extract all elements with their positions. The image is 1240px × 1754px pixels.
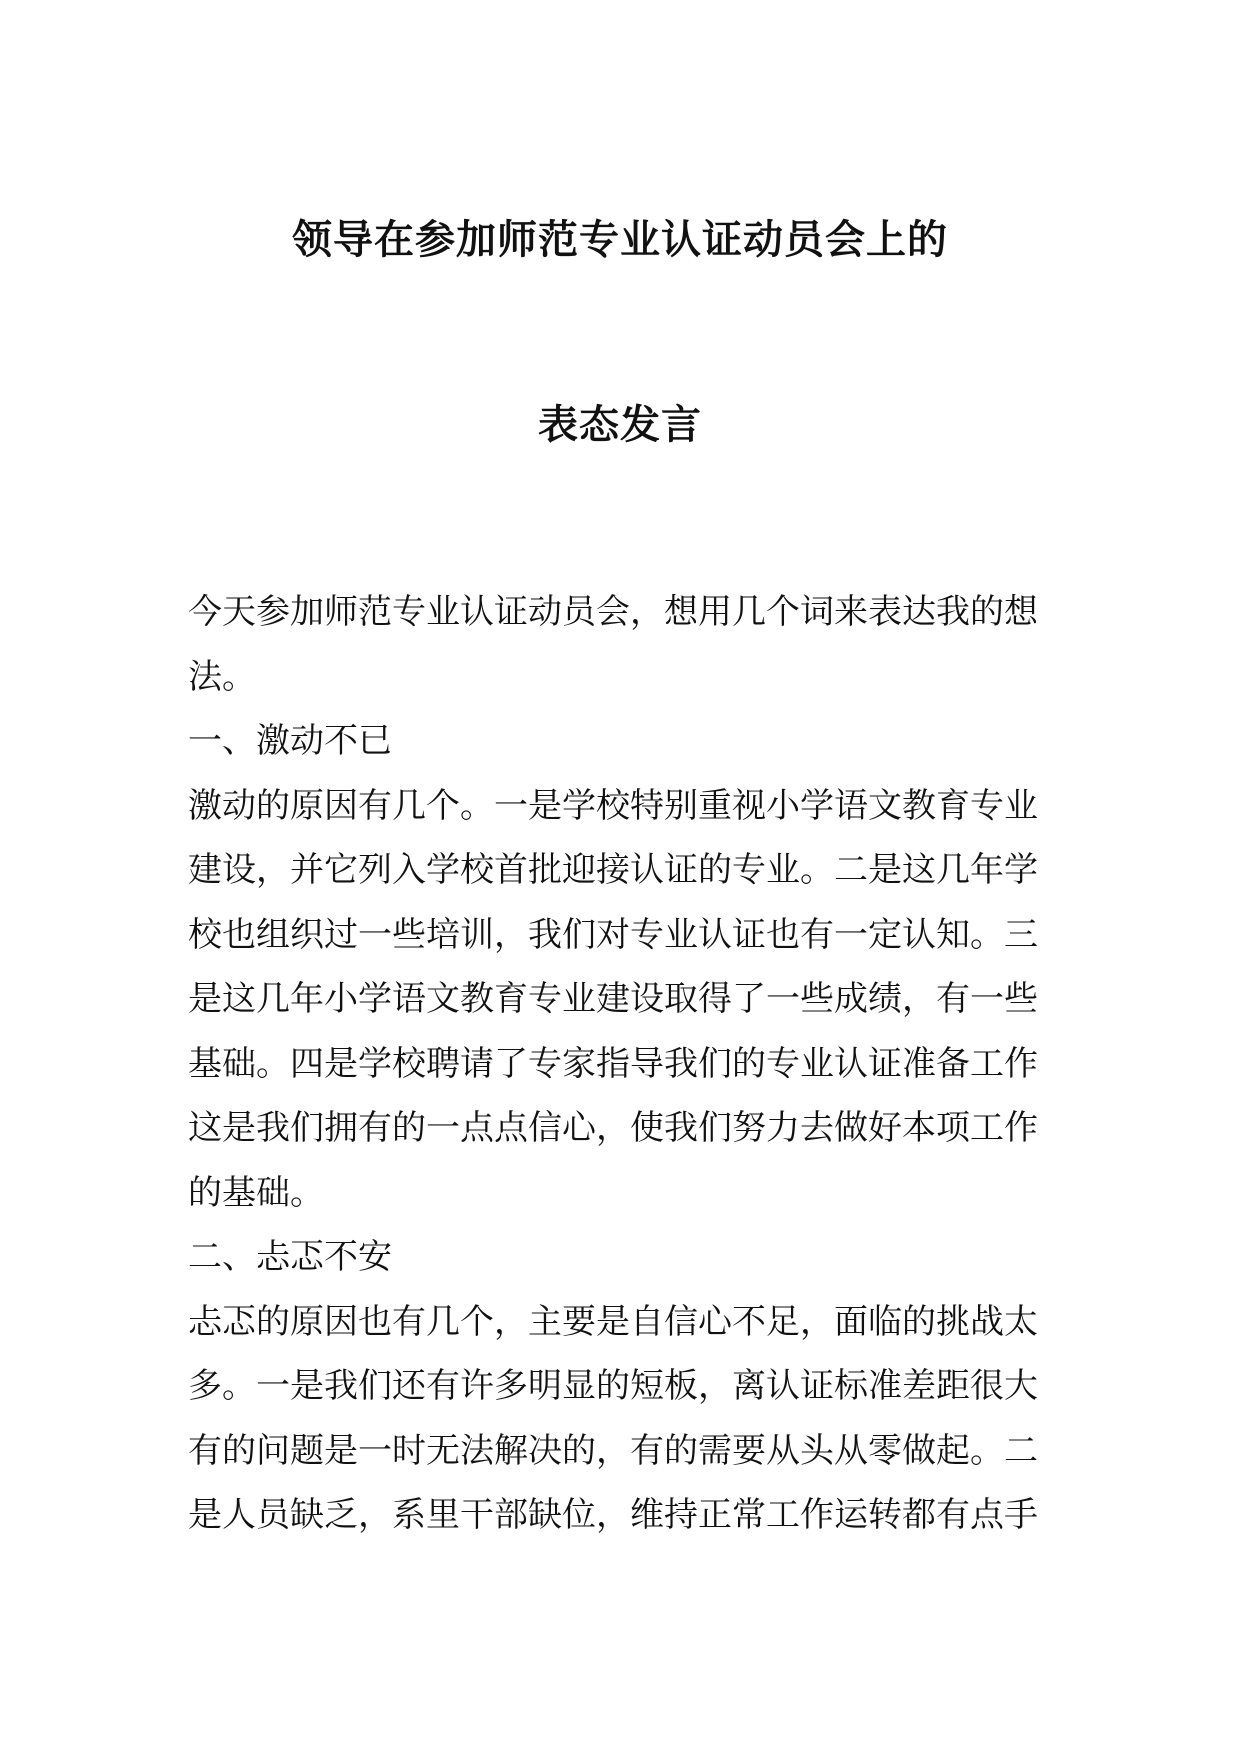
body-line: 法。 xyxy=(188,656,256,697)
body-line: 有的问题是一时无法解决的，有的需要从头从零做起。二 xyxy=(188,1430,1038,1471)
body-line: 的基础。 xyxy=(188,1172,324,1213)
section-heading: 二、忐忑不安 xyxy=(188,1237,392,1277)
body-line: 忐忑的原因也有几个，主要是自信心不足，面临的挑战太 xyxy=(188,1301,1038,1342)
body-line: 校也组织过一些培训，我们对专业认证也有一定认知。三 xyxy=(188,914,1038,955)
section-heading: 一、激动不已 xyxy=(188,721,392,761)
body-line: 基础。四是学校聘请了专家指导我们的专业认证准备工作 xyxy=(188,1043,1038,1084)
body-line: 是这几年小学语文教育专业建设取得了一些成绩，有一些 xyxy=(188,979,1038,1019)
document-body xyxy=(188,580,1058,1548)
body-line: 多。一是我们还有许多明显的短板，离认证标准差距很大 xyxy=(188,1366,1038,1406)
body-line: 今天参加师范专业认证动员会，想用几个词来表达我的想 xyxy=(188,592,1038,632)
document-title-line-2: 表态发言 xyxy=(538,402,702,448)
body-line: 激动的原因有几个。一是学校特别重视小学语文教育专业 xyxy=(188,785,1038,826)
body-line: 这是我们拥有的一点点信心，使我们努力去做好本项工作 xyxy=(188,1108,1038,1148)
body-line: 是人员缺乏，系里干部缺位，维持正常工作运转都有点手 xyxy=(188,1495,1038,1535)
body-line: 建设，并它列入学校首批迎接认证的专业。二是这几年学 xyxy=(188,850,1038,890)
document-title-line-1: 领导在参加师范专业认证动员会上的 xyxy=(292,217,948,263)
